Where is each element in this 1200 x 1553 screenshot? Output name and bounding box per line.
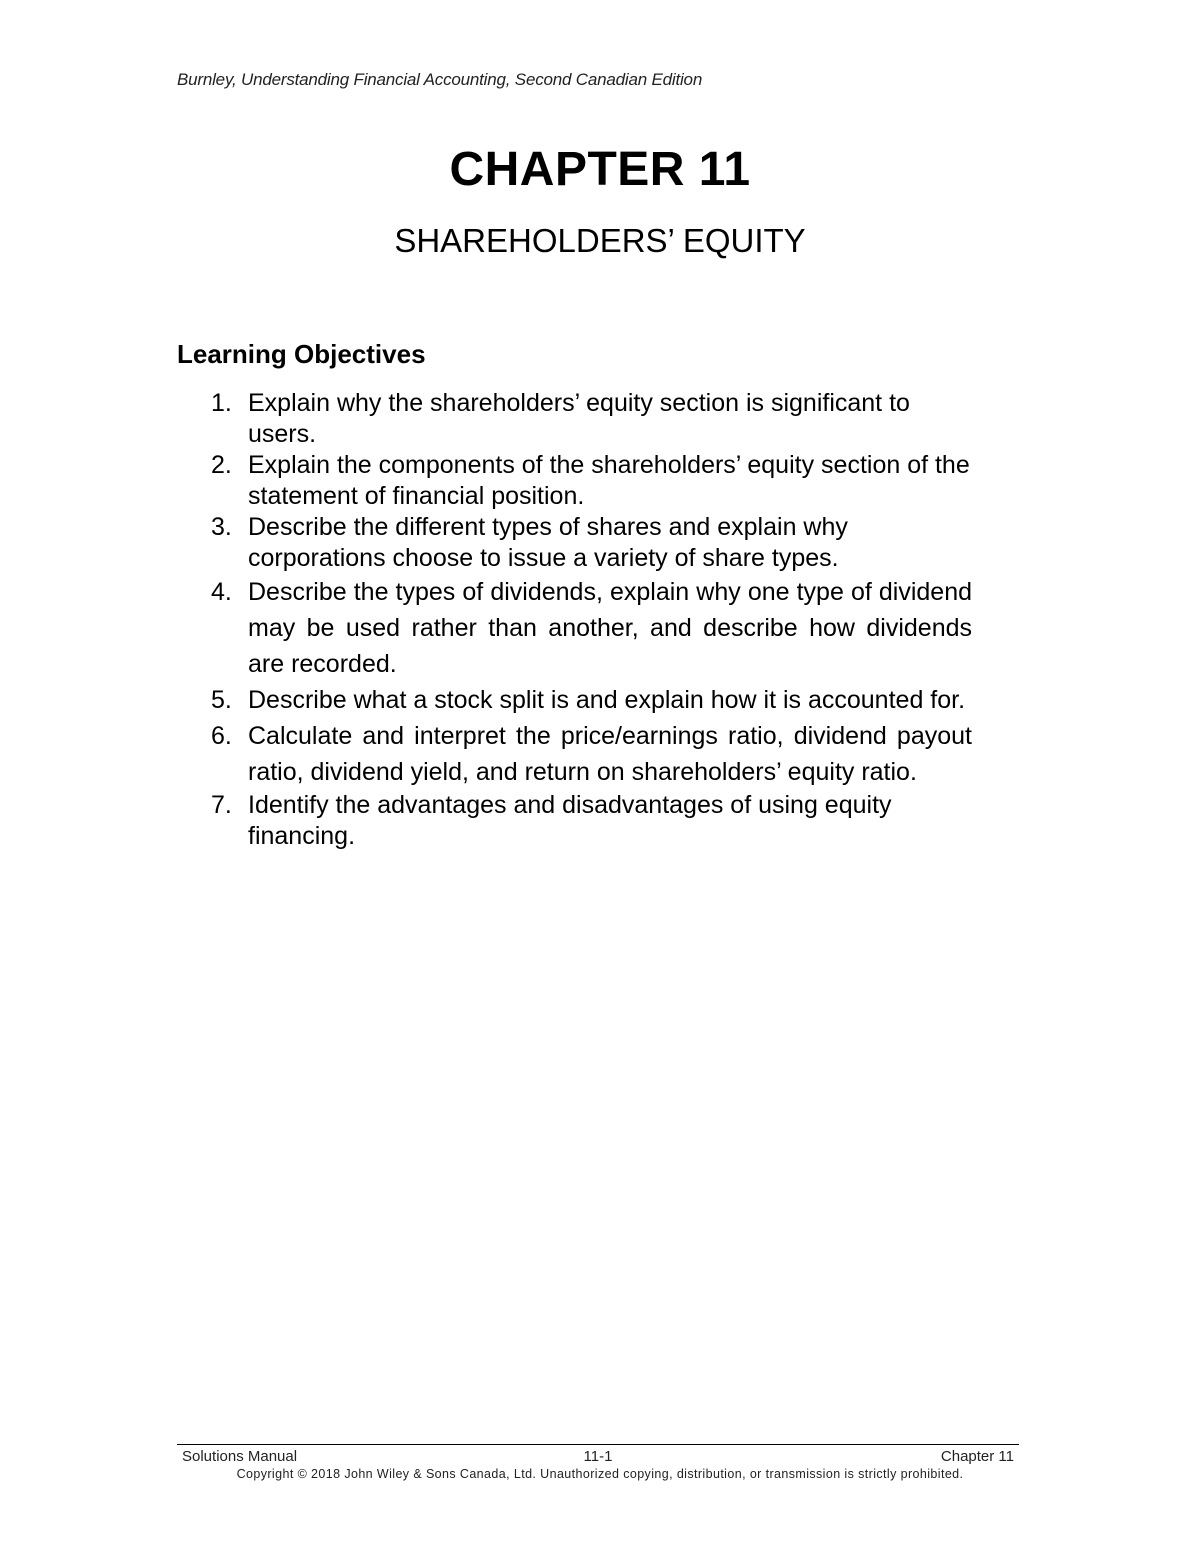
objective-text: Calculate and interpret the price/earnings ratio, dividend payout ratio, dividend yield, and return on shareholders’ equity ratio. — [248, 722, 972, 786]
footer-manual-label: Solutions Manual — [182, 1448, 298, 1465]
objective-text: Explain the components of the shareholders’ equity section of the statement of financial position. — [248, 451, 970, 510]
objective-number: 7. — [211, 791, 232, 819]
chapter-number: CHAPTER 11 — [449, 143, 751, 196]
objective-number: 3. — [211, 513, 232, 541]
objective-number: 6. — [211, 722, 232, 750]
footer-divider — [177, 1444, 1019, 1445]
footer-chapter-label: Chapter 11 — [940, 1448, 1014, 1465]
objective-number: 1. — [211, 389, 232, 417]
learning-objectives-list — [177, 388, 972, 852]
objective-item — [177, 718, 972, 790]
objective-text: Describe what a stock split is and explain how it is accounted for. — [248, 686, 966, 714]
learning-objectives-heading: Learning Objectives — [177, 339, 426, 369]
objective-text: Describe the types of dividends, explain why one type of dividend may be used rather than another, and describe how dividends are recorded. — [248, 578, 972, 678]
objective-item — [177, 388, 972, 450]
objective-number: 5. — [211, 686, 232, 714]
objective-item — [177, 790, 972, 852]
objective-text: Describe the different types of shares and explain why corporations choose to issue a variety of share types. — [248, 513, 848, 572]
page-number: 11-1 — [583, 1448, 613, 1465]
objective-item — [177, 682, 972, 718]
objective-number: 4. — [211, 578, 232, 606]
objective-text: Explain why the shareholders’ equity section is significant to users. — [248, 389, 910, 448]
running-header: Burnley, Understanding Financial Accounting, Second Canadian Edition — [177, 70, 703, 89]
objective-text: Identify the advantages and disadvantages of using equity financing. — [248, 791, 892, 850]
objective-item — [177, 450, 972, 512]
page-footer — [177, 1448, 1019, 1466]
objective-item — [177, 512, 972, 574]
objective-number: 2. — [211, 451, 232, 479]
chapter-title: SHAREHOLDERS’ EQUITY — [394, 222, 806, 259]
copyright-notice: Copyright © 2018 John Wiley & Sons Canada, Ltd. Unauthorized copying, distribution, or transmission is strictly prohibited. — [236, 1467, 964, 1481]
objective-item — [177, 574, 972, 682]
